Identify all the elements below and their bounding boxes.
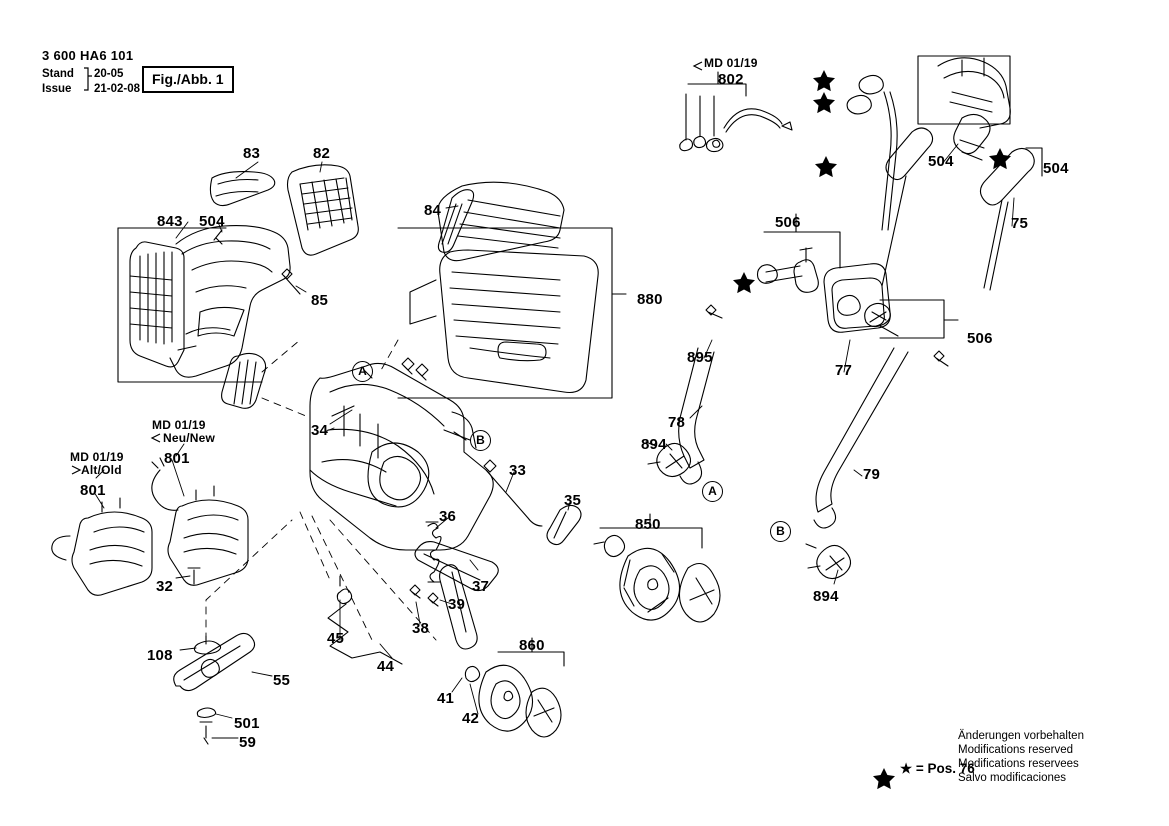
callout-84: 84 (424, 202, 442, 219)
callout-894-b: 894 (813, 588, 839, 605)
footer-note-de: Änderungen vorbehalten (958, 730, 1084, 742)
callout-77: 77 (835, 362, 853, 379)
callout-44: 44 (377, 658, 395, 675)
issue-label: Issue (42, 83, 72, 95)
callout-506-a: 506 (775, 214, 801, 231)
md-new-line2: Neu/New (163, 431, 216, 445)
marker-a-deck: A (352, 361, 373, 382)
marker-b-handle: B (770, 521, 791, 542)
callout-82: 82 (313, 145, 331, 162)
callout-41: 41 (437, 690, 455, 707)
footer-note-en: Modifications reserved (958, 744, 1074, 756)
footer-note-fr: Modifications reservees (958, 758, 1079, 770)
callout-55: 55 (273, 672, 291, 689)
callout-506-b: 506 (967, 330, 993, 347)
issue-date: 21-02-08 (94, 83, 141, 95)
md-old-line2: Alt/Old (81, 463, 122, 477)
part-number: 3 600 HA6 101 (42, 48, 134, 63)
callout-843: 843 (157, 213, 183, 230)
callout-37: 37 (472, 578, 490, 595)
callout-860: 860 (519, 637, 545, 654)
callout-75: 75 (1011, 215, 1029, 232)
callout-504-a: 504 (199, 213, 225, 230)
callout-39: 39 (448, 596, 466, 613)
callout-35: 35 (564, 492, 582, 509)
callout-501: 501 (234, 715, 260, 732)
stand-label: Stand (42, 68, 74, 80)
footer-note-es: Salvo modificaciones (958, 772, 1067, 784)
callout-36: 36 (439, 508, 457, 525)
callout-38: 38 (412, 620, 430, 637)
callout-42: 42 (462, 710, 480, 727)
callout-504-b: 504 (928, 153, 954, 170)
callout-895: 895 (687, 349, 713, 366)
callout-108: 108 (147, 647, 173, 664)
marker-a-handle: A (702, 481, 723, 502)
callout-32: 32 (156, 578, 174, 595)
callout-850: 850 (635, 516, 661, 533)
callout-802: 802 (718, 71, 744, 88)
legend-star-pos76: ★ = Pos. 76 (900, 761, 975, 776)
callout-801-new: 801 (164, 450, 190, 467)
figure-label: Fig./Abb. 1 (142, 66, 234, 93)
callout-45: 45 (327, 630, 345, 647)
callout-59: 59 (239, 734, 257, 751)
callout-34: 34 (311, 422, 329, 439)
md-old-line1: MD 01/19 (70, 450, 124, 464)
md-802-label: MD 01/19 (704, 56, 758, 70)
callout-79: 79 (863, 466, 881, 483)
callout-504-c: 504 (1043, 160, 1069, 177)
callout-83: 83 (243, 145, 261, 162)
callout-801-old: 801 (80, 482, 106, 499)
callout-894-a: 894 (641, 436, 667, 453)
md-new-line1: MD 01/19 (152, 418, 206, 432)
callout-33: 33 (509, 462, 527, 479)
marker-b-deck: B (470, 430, 491, 451)
callout-880: 880 (637, 291, 663, 308)
stand-date: 20-05 (94, 68, 124, 80)
callout-78: 78 (668, 414, 686, 431)
callout-85: 85 (311, 292, 329, 309)
